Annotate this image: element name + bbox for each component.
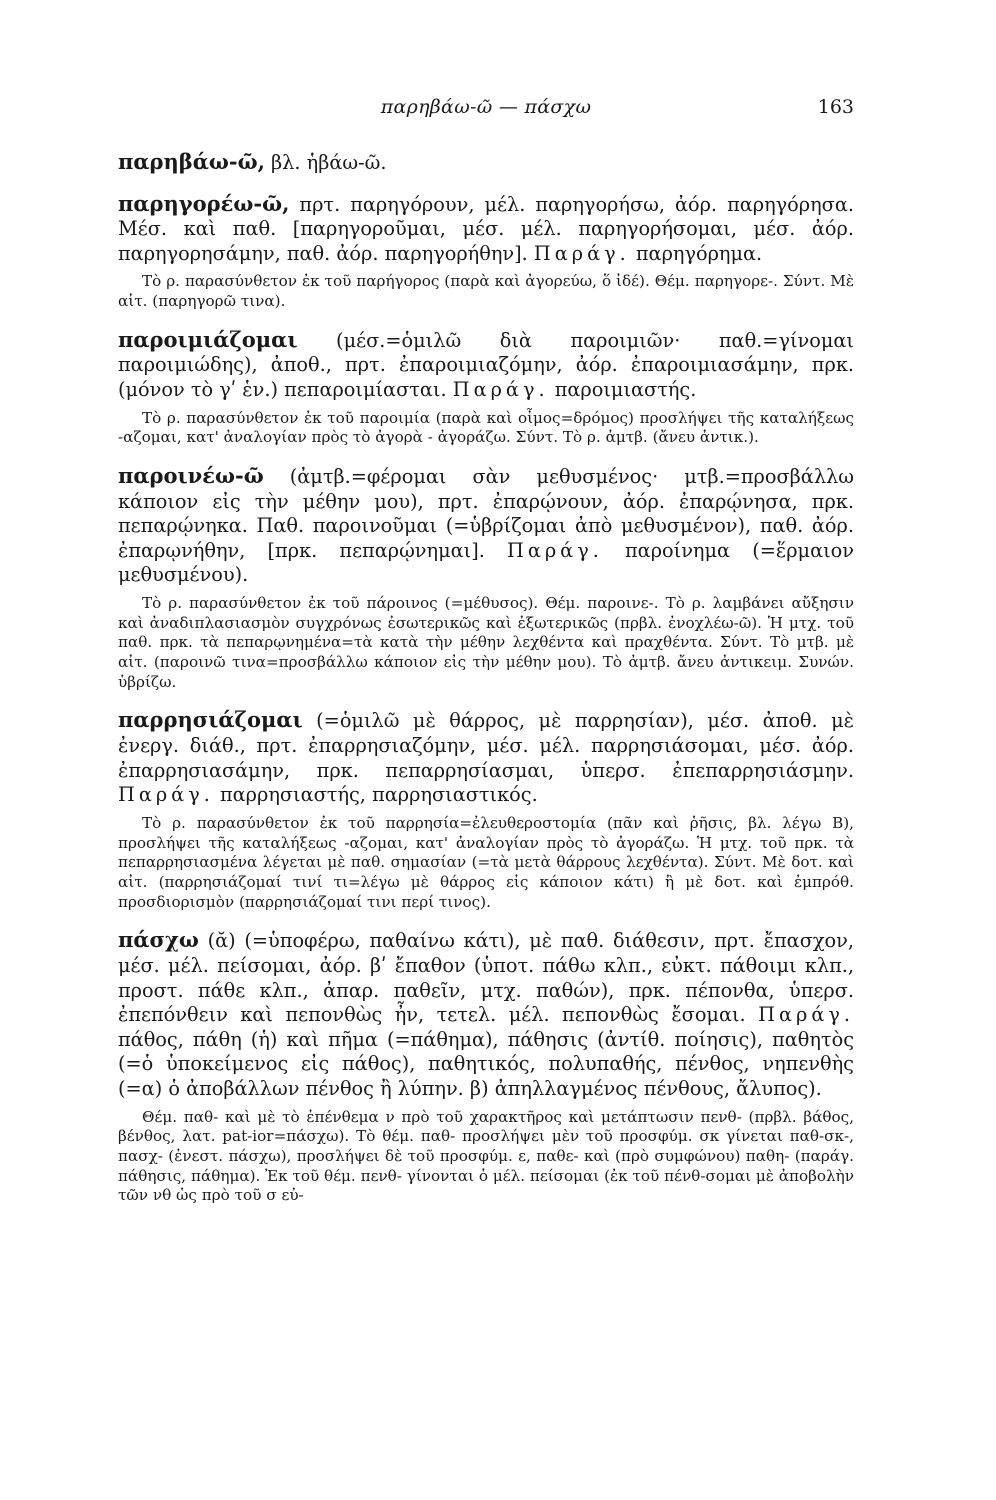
entry-lemma: παρηγορέω-ῶ,: [118, 190, 290, 216]
entry-definition: βλ. ἡβάω-ῶ.: [264, 151, 387, 174]
page-content: [118, 150, 854, 1206]
paragoga-label: Παράγ.: [533, 241, 630, 265]
paragoga-label: Παράγ.: [507, 538, 603, 562]
entry-lemma: παρρησιάζομαι: [118, 707, 303, 733]
entry-definition: (ᾰ) (=ὑποφέρω, παθαίνω κάτι), μὲ παθ. διάθεσιν, πρτ. ἔπασχον, μέσ. μέλ. πείσομαι, ἀόρ. βʹ ἔπαθον (ὑποτ. πάθω κλπ., εὐκτ. πάθοιμι κλπ., προστ. πάθε κλπ., ἀπαρ. παθεῖν, μτχ. παθών), πρκ. πέπονθα, ὑπερσ. ἐπεπόνθειν καὶ πεπονθὼς ἦν, τετελ. μέλ. πεπονθὼς ἔσομαι.: [118, 929, 854, 1027]
page-number: 163: [817, 96, 854, 118]
entry-definition: (ἀμτβ.=φέρομαι σὰν μεθυσμένος· μτβ.=προσβάλλω κάποιον εἰς τὴν μέθην μου), πρτ. ἐπαρῴνουν, ἀόρ. ἐπαρῴνησα, πρκ. πεπαρῴνηκα. Παθ. παροινοῦμαι (=ὑβρίζομαι ἀπὸ μεθυσμένον), παθ. ἀόρ. ἐπαρῳνήθην, [πρκ. πεπαρῴνημαι].: [118, 464, 854, 562]
dictionary-entry: [118, 192, 854, 312]
entry-paragoga: πάθος, πάθη (ἡ) καὶ πῆμα (=πάθημα), πάθησις (ἀντίθ. ποίησις), παθητὸς (=ὁ ὑποκείμενος εἰς πάθος), παθητικός, πολυπαθής, πένθος, νηπενθὴς (=α) ὁ ἀποβάλλων πένθος ἢ λύπην. β) ἀπηλλαγμένος πένθους, ἄλυπος).: [118, 1027, 854, 1100]
entry-note: Τὸ ρ. παρασύνθετον ἐκ τοῦ πάροινος (=μέθυσος). Θέμ. παροινε-. Τὸ ρ. λαμβάνει αὔξησιν καὶ ἀναδιπλασιασμὸν συγχρόνως ἐσωτερικῶς καὶ ἐξωτερικῶς (πρβλ. ἐνοχλέω-ῶ). Ἡ μτχ. τοῦ παθ. πρκ. τὰ πεπαρῳνημένα=τὰ κατὰ τὴν μέθην λεχθέντα καὶ πραχθέντα. Σύντ. Τὸ μτβ. μὲ αἰτ. (παροινῶ τινα=προσβάλλω κάποιον εἰς τὴν μέθην μου). Τὸ ἀμτβ. ἄνευ ἀντικειμ. Συνών. ὑβρίζω.: [118, 593, 854, 691]
entry-definition: (μέσ.=ὁμιλῶ διὰ παροιμιῶν· παθ.=γίνομαι παροιμιώδης), ἀποθ., πρτ. ἐπαροιμιαζόμην, ἀόρ. ἐπαροιμιασάμην, πρκ. (μόνον τὸ γʹ ἑν.) πεπαροιμίασται.: [118, 328, 854, 401]
dictionary-entry: [118, 928, 854, 1206]
paragoga-label: Παράγ.: [452, 377, 549, 401]
entry-lemma: παροινέω-ῶ: [118, 462, 264, 488]
paragoga-label: Παράγ.: [758, 1003, 855, 1027]
entry-main: [118, 464, 854, 588]
entry-definition: πρτ. παρηγόρουν, μέλ. παρηγορήσω, ἀόρ. παρηγόρησα. Μέσ. καὶ παθ. [παρηγοροῦμαι, μέσ. μέλ. παρηγορήσομαι, μέσ. ἀόρ. παρηγορησάμην, παθ. ἀόρ. παρηγορήθην].: [118, 192, 854, 265]
entry-main: [118, 150, 854, 176]
entry-lemma: πάσχω: [118, 927, 199, 953]
entry-definition: (=ὁμιλῶ μὲ θάρρος, μὲ παρρησίαν), μέσ. ἀποθ. μὲ ἐνεργ. διάθ., πρτ. ἐπαρρησιαζόμην, μέσ. μέλ. παρρησιάσομαι, μέσ. ἀόρ. ἐπαρρησιασάμην, πρκ. πεπαρρησίασμαι, ὑπερσ. ἐπεπαρρησιάσμην.: [118, 709, 854, 782]
entry-paragoga: παρηγόρημα.: [629, 241, 763, 265]
entry-note: Τὸ ρ. παρασύνθετον ἐκ τοῦ παρήγορος (παρὰ καὶ ἀγορεύω, ὅ ἰδέ). Θέμ. παρηγορε-. Σύντ. Μὲ αἰτ. (παρηγορῶ τινα).: [118, 272, 854, 311]
entry-note: Θέμ. παθ- καὶ μὲ τὸ ἐπένθεμα ν πρὸ τοῦ χαρακτῆρος καὶ μετάπτωσιν πενθ- (πρβλ. βάθος, βένθος, λατ. pat-ior=πάσχω). Τὸ θέμ. παθ- προσλήψει μὲν τοῦ προσφύμ. σκ γίνεται παθ-σκ-, πασχ- (ἐνεστ. πάσχω), προσλήψει δὲ τοῦ προσφύμ. ε, παθε- καὶ (πρὸ συμφώνου) παθη- (παράγ. πάθησις, πάθημα). Ἐκ τοῦ θέμ. πενθ- γίνονται ὁ μέλ. πείσομαι (ἐκ τοῦ πένθ-σομαι μὲ ἀποβολὴν τῶν νθ ὡς πρὸ τοῦ σ εὐ-: [118, 1107, 854, 1205]
entry-paragoga: παρρησιαστής, παρρησιαστικός.: [213, 783, 538, 807]
dictionary-entry: [118, 150, 854, 176]
entry-note: Τὸ ρ. παρασύνθετον ἐκ τοῦ παρρησία=ἐλευθεροστομία (πᾶν καὶ ῥῆσις, βλ. λέγω Β), προσλήψει τῆς καταλήξεως -αζομαι, κατ' ἀναλογίαν πρὸς τὸ ἀγοράζω. Ἡ μτχ. τοῦ πρκ. τὰ πεπαρρησιασμένα λέγεται μὲ παθ. σημασίαν (=τὰ μετὰ θάρρους λεχθέντα). Σύντ. Μὲ δοτ. καὶ αἰτ. (παρρησιάζομαί τινί τι=λέγω μὲ θάρρος εἰς κάποιον κάτι) ἢ μὲ δοτ. καὶ ἐμπρόθ. προσδιορισμὸν (παρρησιάζομαί τινι περί τινος).: [118, 813, 854, 911]
entry-main: [118, 328, 854, 403]
dictionary-entry: [118, 328, 854, 448]
paragoga-label: Παράγ.: [118, 783, 214, 807]
running-head-title: παρηβάω-ῶ — πάσχω: [380, 96, 592, 118]
entry-paragoga: παροιμιαστής.: [548, 377, 697, 401]
entry-main: [118, 708, 854, 807]
dictionary-entry: [118, 708, 854, 912]
entry-paragoga: παροίνημα (=ἕρμαιον μεθυσμένου).: [118, 538, 854, 587]
entry-lemma: παρηβάω-ῶ,: [118, 149, 265, 174]
running-head: [118, 96, 854, 126]
entry-main: [118, 928, 854, 1101]
entry-main: [118, 192, 854, 267]
entry-lemma: παροιμιάζομαι: [118, 326, 298, 352]
dictionary-entry: [118, 464, 854, 692]
entry-note: Τὸ ρ. παρασύνθετον ἐκ τοῦ παροιμία (παρὰ καὶ οἶμος=δρόμος) προσλήψει τῆς καταλήξεως -αζομαι, κατ' ἀναλογίαν πρὸς τὸ ἀγορὰ - ἀγοράζω. Σύντ. Τὸ ρ. ἀμτβ. (ἄνευ ἀντικ.).: [118, 408, 854, 447]
